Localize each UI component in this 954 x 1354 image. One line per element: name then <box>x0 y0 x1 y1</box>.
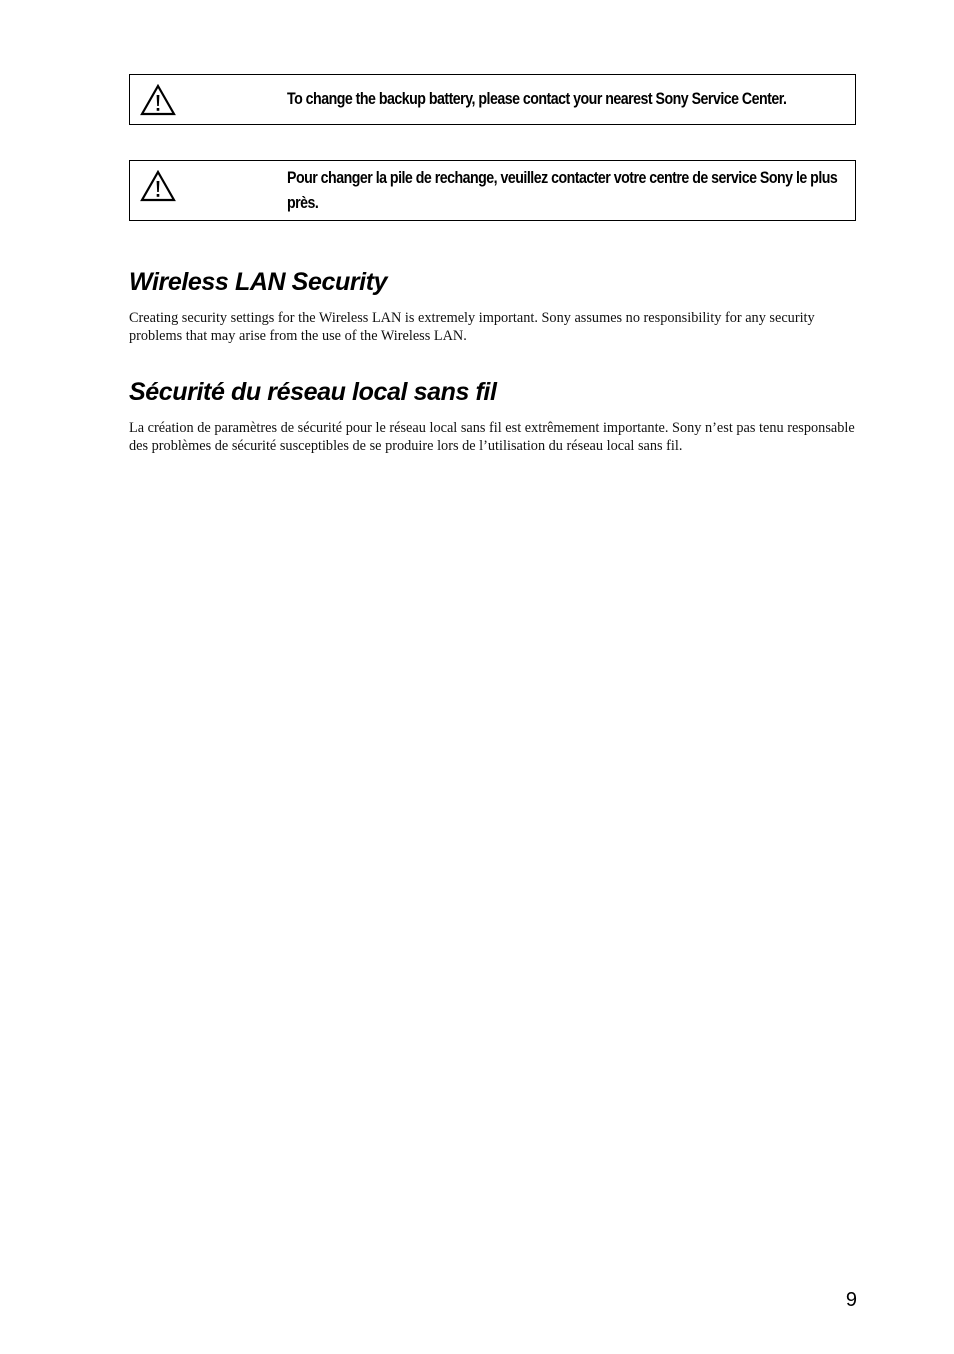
warning-text: To change the backup battery, please contact your nearest Sony Service Center. <box>287 90 787 108</box>
warning-box-french <box>129 160 856 221</box>
section-body-wireless-lan-security: Creating security settings for the Wireless LAN is extremely important. Sony assumes no responsibility for any security problems that may arise from the use of the Wireless LAN. <box>129 310 815 344</box>
section-heading-securite-reseau: Sécurité du réseau local sans fil <box>129 378 497 406</box>
warning-triangle-icon <box>140 170 176 202</box>
page-number: 9 <box>845 1289 857 1311</box>
warning-triangle-icon <box>140 84 176 116</box>
section-heading-wireless-lan-security: Wireless LAN Security <box>129 268 388 296</box>
warning-text: Pour changer la pile de rechange, veuillez contacter votre centre de service Sony le plus près. <box>287 169 838 212</box>
warning-box-english <box>129 74 856 125</box>
section-body-securite-reseau: La création de paramètres de sécurité pour le réseau local sans fil est extrêmement importante. Sony n’est pas tenu responsable des problèmes de sécurité susceptibles de se produire lors de l’utilisation du réseau local sans fil. <box>129 420 855 454</box>
